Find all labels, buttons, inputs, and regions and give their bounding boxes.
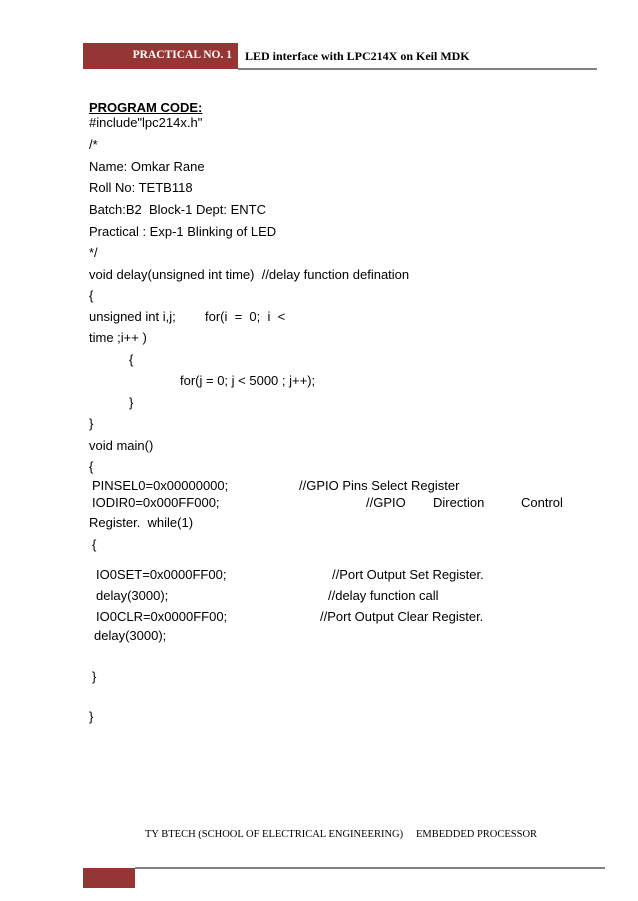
code-line: Register. while(1) xyxy=(89,515,194,530)
code-line: //Port Output Clear Register. xyxy=(320,609,484,624)
practical-number-badge xyxy=(83,43,238,69)
code-line: //delay function call xyxy=(328,588,439,603)
code-line: //GPIO Pins Select Register xyxy=(299,478,460,493)
code-line: IODIR0=0x000FF000; xyxy=(92,495,220,510)
code-line: { xyxy=(89,459,94,474)
code-line: delay(3000); xyxy=(96,588,169,603)
code-line: time ;i++ ) xyxy=(89,330,147,345)
code-line: unsigned int i,j; xyxy=(89,309,176,324)
footer-course-label: TY BTECH (SCHOOL OF ELECTRICAL ENGINEERING) xyxy=(145,829,404,840)
code-line: Batch:B2 Block-1 Dept: ENTC xyxy=(89,202,267,217)
code-line: { xyxy=(89,288,94,303)
code-line: delay(3000); xyxy=(94,628,167,643)
code-line: Direction xyxy=(433,495,485,510)
code-line: #include"lpc214x.h" xyxy=(89,115,203,130)
practical-title: LED interface with LPC214X on Keil MDK xyxy=(245,49,470,63)
footer-accent-block xyxy=(83,868,135,888)
code-line: IO0SET=0x0000FF00; xyxy=(96,567,227,582)
code-line: /* xyxy=(89,137,98,152)
code-line: PINSEL0=0x00000000; xyxy=(92,478,229,493)
code-line: for(i = 0; i < xyxy=(205,309,286,324)
section-heading: PROGRAM CODE: xyxy=(89,100,203,115)
footer-divider xyxy=(135,867,605,869)
code-line: } xyxy=(92,669,97,684)
code-line: //Port Output Set Register. xyxy=(332,567,484,582)
code-line: { xyxy=(92,537,97,552)
code-line: for(j = 0; j < 5000 ; j++); xyxy=(180,373,316,388)
code-line: Name: Omkar Rane xyxy=(89,159,205,174)
code-line: { xyxy=(129,352,134,367)
code-line: } xyxy=(89,709,94,724)
code-line: //GPIO xyxy=(366,495,406,510)
code-line: Control xyxy=(521,495,563,510)
code-line: Practical : Exp-1 Blinking of LED xyxy=(89,224,277,239)
code-line: } xyxy=(129,395,134,410)
code-line: } xyxy=(89,416,94,431)
practical-number-label: PRACTICAL NO. 1 xyxy=(132,49,232,61)
code-line: */ xyxy=(89,245,98,260)
code-line: void delay(unsigned int time) //delay function defination xyxy=(89,267,410,282)
code-line: IO0CLR=0x0000FF00; xyxy=(96,609,228,624)
footer-subject-label: EMBEDDED PROCESSOR xyxy=(416,829,538,840)
code-line: Roll No: TETB118 xyxy=(89,180,193,195)
code-line: void main() xyxy=(89,438,154,453)
header-divider xyxy=(238,68,597,70)
